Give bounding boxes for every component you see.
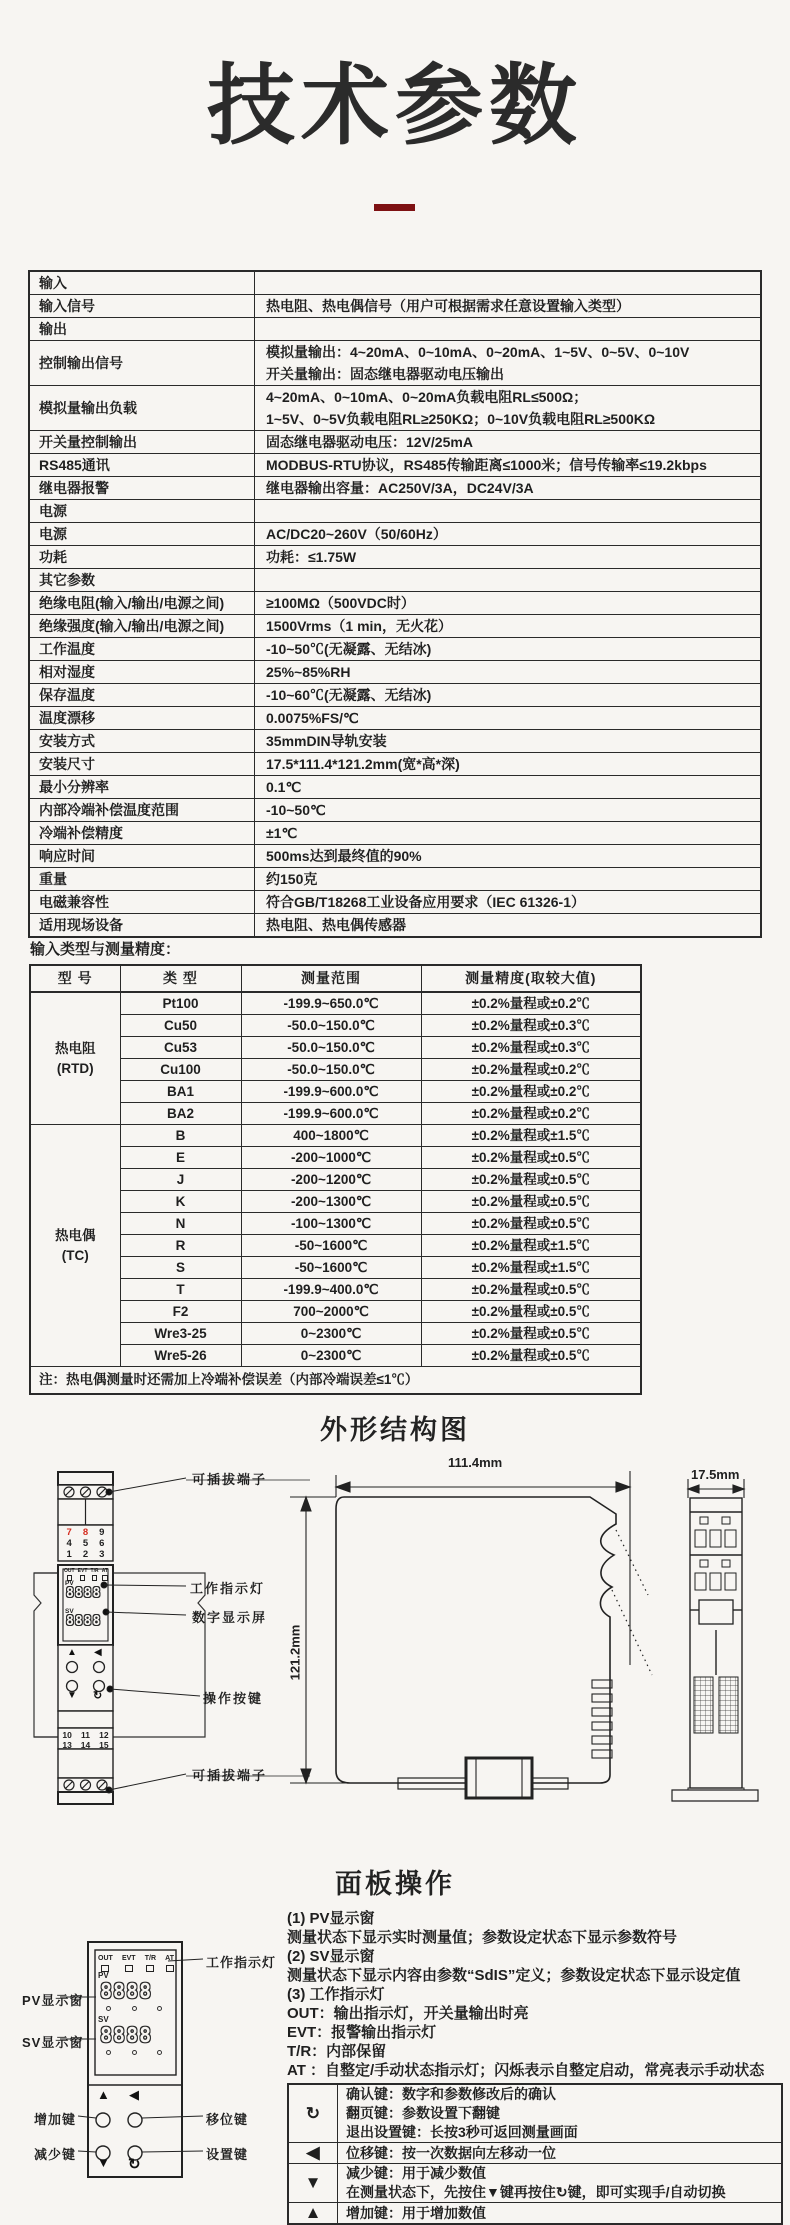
spec-value-cell: 符合GB/T18268工业设备应用要求（IEC 61326-1） bbox=[255, 891, 762, 914]
spec-row bbox=[29, 271, 761, 295]
accuracy-cell: Cu50 bbox=[120, 1015, 241, 1037]
label-sv-window: SV显示窗 bbox=[22, 2035, 84, 2050]
accuracy-group-cell: 热电阻 (RTD) bbox=[30, 992, 120, 1125]
spec-label-cell: 功耗 bbox=[29, 546, 255, 569]
key-function-table bbox=[287, 2083, 783, 2225]
callout-display: 数字显示屏 bbox=[192, 1610, 268, 1625]
label-set-key: 设置键 bbox=[206, 2147, 249, 2162]
terminal-number: 4 bbox=[66, 1538, 72, 1549]
accuracy-cell: B bbox=[120, 1125, 241, 1147]
indicator-item: OUT bbox=[64, 1569, 75, 1581]
spec-row bbox=[29, 546, 761, 569]
pv-decimal-dots bbox=[106, 2006, 162, 2011]
accuracy-cell: ±0.2%量程或±0.5℃ bbox=[421, 1345, 641, 1367]
description-line: 测量状态下显示实时测量值；参数设定状态下显示参数符号 bbox=[287, 1929, 678, 1946]
title-underline bbox=[374, 204, 415, 211]
spec-row bbox=[29, 454, 761, 477]
spec-row bbox=[29, 341, 761, 386]
spec-label-cell: 安装尺寸 bbox=[29, 753, 255, 776]
spec-label-cell: 冷端补偿精度 bbox=[29, 822, 255, 845]
accuracy-row bbox=[30, 992, 641, 1015]
accuracy-row bbox=[30, 1147, 641, 1169]
accuracy-intro: 输入类型与测量精度： bbox=[30, 941, 181, 958]
spec-row bbox=[29, 661, 761, 684]
accuracy-cell: ±0.2%量程或±0.3℃ bbox=[421, 1015, 641, 1037]
spec-label-cell: 电磁兼容性 bbox=[29, 891, 255, 914]
accuracy-cell: S bbox=[120, 1257, 241, 1279]
spec-label-cell: 温度漂移 bbox=[29, 707, 255, 730]
accuracy-cell: 700~2000℃ bbox=[241, 1301, 421, 1323]
accuracy-cell: ±0.2%量程或±1.5℃ bbox=[421, 1257, 641, 1279]
accuracy-cell: BA1 bbox=[120, 1081, 241, 1103]
spec-row bbox=[29, 776, 761, 799]
spec-label-cell: 最小分辨率 bbox=[29, 776, 255, 799]
label-pv-window: PV显示窗 bbox=[22, 1993, 84, 2008]
left-arrow-icon: ◀ bbox=[94, 1647, 102, 1658]
accuracy-cell: ±0.2%量程或±0.5℃ bbox=[421, 1147, 641, 1169]
accuracy-cell: -50~1600℃ bbox=[241, 1257, 421, 1279]
accuracy-header-model: 型 号 bbox=[30, 965, 120, 992]
front-sv-display: 8888 bbox=[66, 1614, 102, 1629]
accuracy-cell: Wre5-26 bbox=[120, 1345, 241, 1367]
indicator-led bbox=[166, 1965, 174, 1972]
accuracy-group-cell: 热电偶 (TC) bbox=[30, 1125, 120, 1367]
accuracy-cell: ±0.2%量程或±0.5℃ bbox=[421, 1279, 641, 1301]
spec-row bbox=[29, 914, 761, 938]
key-row bbox=[288, 2164, 782, 2203]
accuracy-cell: ±0.2%量程或±0.5℃ bbox=[421, 1169, 641, 1191]
accuracy-cell: -50~1600℃ bbox=[241, 1235, 421, 1257]
accuracy-cell: R bbox=[120, 1235, 241, 1257]
key-row bbox=[288, 2143, 782, 2164]
label-increase-key: 增加键 bbox=[34, 2112, 77, 2127]
spec-row bbox=[29, 500, 761, 523]
terminal-number: 6 bbox=[99, 1538, 105, 1549]
spec-value-cell: ≥100MΩ（500VDC时） bbox=[255, 592, 762, 615]
page-title: 技术参数 bbox=[206, 56, 583, 155]
accuracy-header-precision: 测量精度(取较大值) bbox=[421, 965, 641, 992]
spec-value-cell: 1500Vrms（1 min，无火花） bbox=[255, 615, 762, 638]
spec-label-cell: 重量 bbox=[29, 868, 255, 891]
terminal-number: 7 bbox=[66, 1527, 72, 1538]
accuracy-cell: Pt100 bbox=[120, 992, 241, 1015]
accuracy-cell: ±0.2%量程或±1.5℃ bbox=[421, 1125, 641, 1147]
key-symbol-icon: ▲ bbox=[288, 2203, 338, 2225]
spec-row bbox=[29, 891, 761, 914]
spec-value-cell: 固态继电器驱动电压：12V/25mA bbox=[255, 431, 762, 454]
accuracy-row bbox=[30, 1037, 641, 1059]
terminal-number: 3 bbox=[99, 1549, 105, 1560]
spec-label-cell: 工作温度 bbox=[29, 638, 255, 661]
terminal-number: 10 bbox=[62, 1730, 72, 1740]
spec-label-cell: 电源 bbox=[29, 500, 255, 523]
indicator-item: EVT bbox=[122, 1955, 136, 1972]
spec-row bbox=[29, 638, 761, 661]
accuracy-cell: K bbox=[120, 1191, 241, 1213]
accuracy-cell: ±0.2%量程或±0.3℃ bbox=[421, 1037, 641, 1059]
spec-row bbox=[29, 615, 761, 638]
accuracy-cell: ±0.2%量程或±0.5℃ bbox=[421, 1301, 641, 1323]
accuracy-cell: 400~1800℃ bbox=[241, 1125, 421, 1147]
spec-value-cell bbox=[255, 318, 762, 341]
indicator-led bbox=[146, 1965, 154, 1972]
terminal-number: 2 bbox=[82, 1549, 89, 1560]
panel-sv-display: 8888 bbox=[100, 2023, 153, 2047]
accuracy-cell: BA2 bbox=[120, 1103, 241, 1125]
callout-bottom-terminal: 可插拔端子 bbox=[192, 1768, 268, 1783]
label-shift-key: 移位键 bbox=[206, 2112, 249, 2127]
front-pv-display: 8888 bbox=[66, 1586, 102, 1601]
terminal-number: 5 bbox=[82, 1538, 89, 1549]
accuracy-cell: -50.0~150.0℃ bbox=[241, 1037, 421, 1059]
terminal-number-grid-bottom bbox=[58, 1731, 113, 1750]
spec-value-cell: -10~50℃(无凝露、无结冰) bbox=[255, 638, 762, 661]
accuracy-row bbox=[30, 1015, 641, 1037]
accuracy-cell: J bbox=[120, 1169, 241, 1191]
indicator-led bbox=[125, 1965, 133, 1972]
front-indicator-row bbox=[64, 1569, 108, 1581]
spec-value-cell: 功耗：≤1.75W bbox=[255, 546, 762, 569]
accuracy-header-range: 测量范围 bbox=[241, 965, 421, 992]
terminal-number: 1 bbox=[66, 1549, 72, 1560]
callout-top-terminal: 可插拔端子 bbox=[192, 1472, 268, 1487]
dim-width-label: 111.4mm bbox=[448, 1455, 503, 1470]
terminal-number: 14 bbox=[80, 1739, 91, 1750]
indicator-led bbox=[92, 1575, 98, 1581]
indicator-item: AT bbox=[102, 1569, 108, 1581]
accuracy-cell: -199.9~600.0℃ bbox=[241, 1103, 421, 1125]
description-line: (2) SV显示窗 bbox=[287, 1948, 375, 1965]
accuracy-cell: ±0.2%量程或±0.5℃ bbox=[421, 1213, 641, 1235]
accuracy-row bbox=[30, 1235, 641, 1257]
panel-pv-display: 8888 bbox=[100, 1979, 153, 2003]
spec-label-cell: 绝缘电阻(输入/输出/电源之间) bbox=[29, 592, 255, 615]
accuracy-row bbox=[30, 1059, 641, 1081]
spec-row bbox=[29, 318, 761, 341]
accuracy-cell: ±0.2%量程或±0.2℃ bbox=[421, 992, 641, 1015]
spec-value-cell: -10~60℃(无凝露、无结冰) bbox=[255, 684, 762, 707]
down-arrow-icon: ▼ bbox=[67, 1690, 77, 1701]
accuracy-cell: -200~1200℃ bbox=[241, 1169, 421, 1191]
accuracy-header-row bbox=[30, 965, 641, 992]
callout-indicator: 工作指示灯 bbox=[190, 1581, 266, 1596]
key-symbol-icon: ↻ bbox=[288, 2084, 338, 2143]
accuracy-note-row bbox=[30, 1367, 641, 1395]
spec-label-cell: 电源 bbox=[29, 523, 255, 546]
spec-value-cell: 17.5*111.4*121.2mm(宽*高*深) bbox=[255, 753, 762, 776]
spec-value-cell: 热电阻、热电偶信号（用户可根据需求任意设置输入类型） bbox=[255, 295, 762, 318]
accuracy-cell: Cu100 bbox=[120, 1059, 241, 1081]
spec-row bbox=[29, 592, 761, 615]
spec-value-cell: AC/DC20~260V（50/60Hz） bbox=[255, 523, 762, 546]
panel-operation-area bbox=[0, 1905, 790, 2223]
spec-row bbox=[29, 799, 761, 822]
accuracy-cell: Cu53 bbox=[120, 1037, 241, 1059]
key-symbol-icon: ▼ bbox=[288, 2164, 338, 2203]
end-view-body bbox=[672, 1498, 758, 1801]
terminal-number: 8 bbox=[82, 1527, 89, 1538]
spec-label-cell: 继电器报警 bbox=[29, 477, 255, 500]
accuracy-row bbox=[30, 1323, 641, 1345]
terminal-number: 9 bbox=[99, 1527, 105, 1538]
spec-value-cell: ±1℃ bbox=[255, 822, 762, 845]
spec-row bbox=[29, 523, 761, 546]
spec-value-cell: MODBUS-RTU协议，RS485传输距离≤1000米；信号传输率≤19.2kbps bbox=[255, 454, 762, 477]
up-arrow-icon: ▲ bbox=[97, 2087, 110, 2102]
spec-row bbox=[29, 684, 761, 707]
spec-row bbox=[29, 730, 761, 753]
panel-section-heading: 面板操作 bbox=[335, 1869, 455, 1899]
description-line: AT ：自整定/手动状态指示灯；闪烁表示自整定启动，常亮表示手动状态 bbox=[287, 2062, 765, 2079]
accuracy-row bbox=[30, 1213, 641, 1235]
accuracy-row bbox=[30, 1169, 641, 1191]
spec-value-cell: 4~20mA、0~10mA、0~20mA负载电阻RL≤500Ω； 1~5V、0~5V负载电阻RL≥250KΩ；0~10V负载电阻RL≥500KΩ bbox=[255, 386, 762, 431]
accuracy-cell: -50.0~150.0℃ bbox=[241, 1015, 421, 1037]
outline-section-heading: 外形结构图 bbox=[320, 1415, 470, 1445]
front-sv-tag: SV bbox=[65, 1608, 74, 1615]
accuracy-cell: ±0.2%量程或±0.5℃ bbox=[421, 1191, 641, 1213]
spec-label-cell: 适用现场设备 bbox=[29, 914, 255, 938]
spec-row bbox=[29, 431, 761, 454]
label-decrease-key: 减少键 bbox=[34, 2147, 77, 2162]
accuracy-cell: T bbox=[120, 1279, 241, 1301]
spec-value-cell: 热电阻、热电偶传感器 bbox=[255, 914, 762, 938]
spec-row bbox=[29, 295, 761, 318]
description-line: EVT：报警输出指示灯 bbox=[287, 2024, 437, 2041]
accuracy-cell: E bbox=[120, 1147, 241, 1169]
spec-value-cell bbox=[255, 569, 762, 592]
loop-arrow-icon: ↻ bbox=[128, 2156, 141, 2173]
key-description: 位移键：按一次数据向左移动一位 bbox=[338, 2143, 783, 2164]
accuracy-cell: -200~1000℃ bbox=[241, 1147, 421, 1169]
spec-label-cell: 内部冷端补偿温度范围 bbox=[29, 799, 255, 822]
spec-value-cell: 继电器输出容量：AC250V/3A，DC24V/3A bbox=[255, 477, 762, 500]
spec-row bbox=[29, 822, 761, 845]
description-line: 测量状态下显示内容由参数“SdIS”定义；参数设定状态下显示设定值 bbox=[287, 1967, 741, 1984]
panel-description-block bbox=[287, 1909, 787, 2080]
terminal-number: 15 bbox=[99, 1739, 109, 1750]
accuracy-cell: ±0.2%量程或±1.5℃ bbox=[421, 1235, 641, 1257]
key-symbol-icon: ◀ bbox=[288, 2143, 338, 2164]
outline-drawing-area bbox=[0, 1445, 790, 1855]
indicator-item: AT bbox=[165, 1955, 174, 1972]
accuracy-row bbox=[30, 1301, 641, 1323]
indicator-item: T/R bbox=[145, 1955, 156, 1972]
accuracy-table bbox=[29, 964, 642, 1395]
spec-label-cell: 开关量控制输出 bbox=[29, 431, 255, 454]
accuracy-cell: -50.0~150.0℃ bbox=[241, 1059, 421, 1081]
accuracy-cell: -100~1300℃ bbox=[241, 1213, 421, 1235]
dim-height-label: 121.2mm bbox=[287, 1624, 303, 1681]
description-line: (3) 工作指示灯 bbox=[287, 1986, 385, 2003]
spec-value-cell: 500ms达到最终值的90% bbox=[255, 845, 762, 868]
spec-label-cell: 输出 bbox=[29, 318, 255, 341]
spec-value-cell: 模拟量输出：4~20mA、0~10mA、0~20mA、1~5V、0~5V、0~10V 开关量输出：固态继电器驱动电压输出 bbox=[255, 341, 762, 386]
description-line: T/R：内部保留 bbox=[287, 2043, 387, 2060]
spec-value-cell: -10~50℃ bbox=[255, 799, 762, 822]
spec-label-cell: 绝缘强度(输入/输出/电源之间) bbox=[29, 615, 255, 638]
loop-arrow-icon: ↻ bbox=[93, 1690, 103, 1702]
accuracy-header-type: 类 型 bbox=[120, 965, 241, 992]
key-description: 增加键：用于增加数值 bbox=[338, 2203, 783, 2225]
callout-keys: 操作按键 bbox=[203, 1691, 264, 1706]
terminal-number: 11 bbox=[80, 1730, 90, 1740]
spec-label-cell: 控制输出信号 bbox=[29, 341, 255, 386]
accuracy-cell: -199.9~650.0℃ bbox=[241, 992, 421, 1015]
indicator-item: OUT bbox=[98, 1955, 113, 1972]
accuracy-cell: ±0.2%量程或±0.2℃ bbox=[421, 1081, 641, 1103]
panel-pv-tag: PV bbox=[98, 1971, 109, 1980]
accuracy-cell: N bbox=[120, 1213, 241, 1235]
key-description: 减少键：用于减少数值 在测量状态下，先按住▼键再按住↻键，即可实现手/自动切换 bbox=[338, 2164, 783, 2203]
accuracy-row bbox=[30, 1103, 641, 1125]
key-row bbox=[288, 2203, 782, 2225]
panel-sv-tag: SV bbox=[98, 2015, 109, 2024]
spec-label-cell: 相对湿度 bbox=[29, 661, 255, 684]
accuracy-row bbox=[30, 1345, 641, 1367]
spec-label-cell: 保存温度 bbox=[29, 684, 255, 707]
key-description: 确认键：数字和参数修改后的确认 翻页键：参数设置下翻键 退出设置键：长按3秒可返回测量画面 bbox=[338, 2084, 783, 2143]
accuracy-cell: 0~2300℃ bbox=[241, 1345, 421, 1367]
spec-value-cell: 25%~85%RH bbox=[255, 661, 762, 684]
spec-label-cell: 响应时间 bbox=[29, 845, 255, 868]
spec-label-cell: 其它参数 bbox=[29, 569, 255, 592]
spec-value-cell: 0.0075%FS/℃ bbox=[255, 707, 762, 730]
accuracy-cell: F2 bbox=[120, 1301, 241, 1323]
terminal-number: 13 bbox=[62, 1739, 72, 1750]
front-pv-tag: PV bbox=[65, 1580, 74, 1587]
description-line: (1) PV显示窗 bbox=[287, 1910, 375, 1927]
dim-width bbox=[336, 1471, 630, 1665]
accuracy-note: 注：热电偶测量时还需加上冷端补偿误差（内部冷端误差≤1℃） bbox=[30, 1367, 641, 1395]
panel-indicator-row bbox=[98, 1955, 174, 1972]
label-indicator: 工作指示灯 bbox=[206, 1955, 277, 1970]
indicator-item: T/R bbox=[91, 1569, 99, 1581]
spec-row bbox=[29, 707, 761, 730]
sv-decimal-dots bbox=[106, 2050, 162, 2055]
accuracy-cell: -199.9~400.0℃ bbox=[241, 1279, 421, 1301]
spec-label-cell: RS485通讯 bbox=[29, 454, 255, 477]
spec-value-cell: 35mmDIN导轨安装 bbox=[255, 730, 762, 753]
indicator-led bbox=[80, 1575, 86, 1581]
dim-depth-label: 17.5mm bbox=[691, 1467, 740, 1482]
spec-value-cell bbox=[255, 500, 762, 523]
accuracy-cell: 0~2300℃ bbox=[241, 1323, 421, 1345]
accuracy-row bbox=[30, 1191, 641, 1213]
accuracy-cell: ±0.2%量程或±0.5℃ bbox=[421, 1323, 641, 1345]
accuracy-row bbox=[30, 1125, 641, 1147]
outline-drawing bbox=[0, 1445, 790, 1855]
accuracy-cell: -200~1300℃ bbox=[241, 1191, 421, 1213]
key-row bbox=[288, 2084, 782, 2143]
spec-row bbox=[29, 569, 761, 592]
spec-label-cell: 安装方式 bbox=[29, 730, 255, 753]
spec-row bbox=[29, 477, 761, 500]
spec-table bbox=[28, 270, 762, 938]
accuracy-cell: Wre3-25 bbox=[120, 1323, 241, 1345]
spec-value-cell bbox=[255, 271, 762, 295]
accuracy-cell: ±0.2%量程或±0.2℃ bbox=[421, 1059, 641, 1081]
indicator-led bbox=[102, 1575, 108, 1581]
up-arrow-icon: ▲ bbox=[67, 1647, 77, 1658]
spec-row bbox=[29, 386, 761, 431]
spec-row bbox=[29, 753, 761, 776]
spec-value-cell: 约150克 bbox=[255, 868, 762, 891]
accuracy-row bbox=[30, 1081, 641, 1103]
front-view-module bbox=[58, 1472, 113, 1804]
side-view-body bbox=[336, 1497, 652, 1798]
down-arrow-icon: ▼ bbox=[97, 2155, 110, 2170]
description-line: OUT：输出指示灯，开关量输出时亮 bbox=[287, 2005, 529, 2022]
terminal-number: 12 bbox=[99, 1730, 109, 1740]
accuracy-row bbox=[30, 1279, 641, 1301]
spec-row bbox=[29, 845, 761, 868]
left-arrow-icon: ◀ bbox=[129, 2087, 139, 2102]
spec-label-cell: 输入 bbox=[29, 271, 255, 295]
accuracy-cell: ±0.2%量程或±0.2℃ bbox=[421, 1103, 641, 1125]
spec-value-cell: 0.1℃ bbox=[255, 776, 762, 799]
terminal-number-grid-top bbox=[61, 1527, 110, 1560]
accuracy-row bbox=[30, 1257, 641, 1279]
spec-label-cell: 模拟量输出负载 bbox=[29, 386, 255, 431]
accuracy-cell: -199.9~600.0℃ bbox=[241, 1081, 421, 1103]
spec-row bbox=[29, 868, 761, 891]
indicator-item: EVT bbox=[78, 1569, 88, 1581]
spec-label-cell: 输入信号 bbox=[29, 295, 255, 318]
